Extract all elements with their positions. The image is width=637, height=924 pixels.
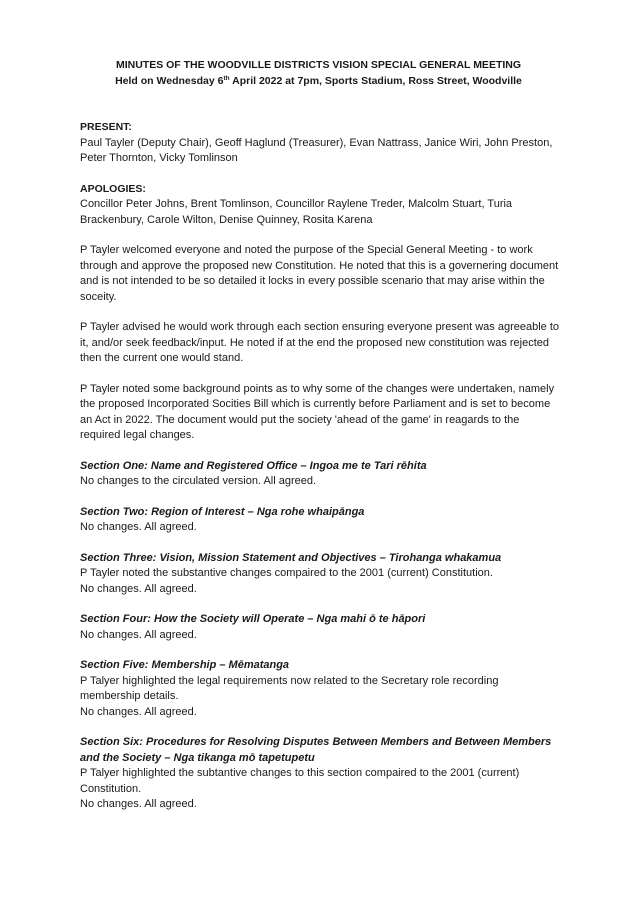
meeting-date-location: April 2022 at 7pm, Sports Stadium, Ross Street, Woodville (229, 75, 522, 87)
section-note: P Tayler noted the substantive changes compaired to the 2001 (current) Constitution. (80, 567, 493, 579)
document-title: MINUTES OF THE WOODVILLE DISTRICTS VISION SPECIAL GENERAL MEETING (115, 59, 522, 71)
paragraph-text: P Tayler advised he would work through each section ensuring everyone present was agreeable to it, and/or seek feedback/input. He noted if at the end the proposed new constitution was rejected then the current one would stand. (80, 321, 559, 364)
section-note: No changes to the circulated version. All agreed. (80, 475, 317, 487)
section-four (80, 612, 560, 643)
section-five (80, 658, 560, 720)
section-note: No changes. All agreed. (80, 705, 197, 718)
paragraph (80, 382, 560, 444)
present-label: PRESENT: (80, 121, 132, 133)
section-note: P Talyer highlighted the legal requirements now related to the Secretary role recording membership details. (80, 674, 499, 702)
section-title: Section Two: Region of Interest – Nga rohe whaipānga (80, 505, 365, 518)
minutes-body (80, 120, 560, 828)
paragraph (80, 320, 560, 367)
meeting-date-prefix: Held on Wednesday 6 (115, 75, 224, 87)
apologies-list: Concillor Peter Johns, Brent Tomlinson, Councillor Raylene Treder, Malcolm Stuart, Turia Brackenbury, Carole Wilton, Denise Quinney, Rosita Karena (80, 198, 513, 226)
section-note: No changes. All agreed. (80, 582, 197, 595)
apologies-block (80, 182, 560, 229)
date-ordinal-suffix: th (223, 75, 230, 82)
section-title: Section Six: Procedures for Resolving Disputes Between Members and Between Members and the Society – Nga tikanga mō tapetupetu (80, 736, 552, 764)
paragraph-text: P Tayler welcomed everyone and noted the purpose of the Special General Meeting - to work through and approve the proposed new Constitution. He noted that this is a governering document and is not intended to be so detailed it locks in every possible scenario that may arise within the soceity. (80, 244, 559, 303)
section-note: No changes. All agreed. (80, 798, 197, 810)
section-note: No changes. All agreed. (80, 521, 197, 533)
paragraph (80, 243, 560, 305)
section-two (80, 505, 560, 536)
present-list: Paul Tayler (Deputy Chair), Geoff Haglund (Treasurer), Evan Nattrass, Janice Wiri, John Preston, Peter Thornton, Vicky Tomlinson (80, 136, 553, 164)
section-title: Section Five: Membership – Mēmatanga (80, 659, 290, 671)
section-title: Section One: Name and Registered Office – Ingoa me te Tari rēhita (80, 459, 427, 472)
present-block (80, 120, 560, 167)
paragraph-text: P Tayler noted some background points as to why some of the changes were undertaken, namely the proposed Incorporated Socities Bill which is currently before Parliament and is set to become an Act in 2022. The document would put the society 'ahead of the game' in reagards to the required legal changes. (80, 382, 555, 441)
document-header (0, 57, 637, 89)
section-title: Section Three: Vision, Mission Statement and Objectives – Tirohanga whakamua (80, 551, 502, 564)
section-note: No changes. All agreed. (80, 628, 197, 641)
meeting-details (0, 73, 637, 89)
section-one (80, 459, 560, 490)
apologies-label: APOLOGIES: (80, 182, 146, 195)
section-note: P Talyer highlighted the subtantive changes to this section compaired to the 2001 (current) Constitution. (80, 767, 520, 795)
section-title: Section Four: How the Society will Operate – Nga mahi ō te hāpori (80, 613, 426, 625)
section-six (80, 735, 560, 813)
section-three (80, 551, 560, 598)
